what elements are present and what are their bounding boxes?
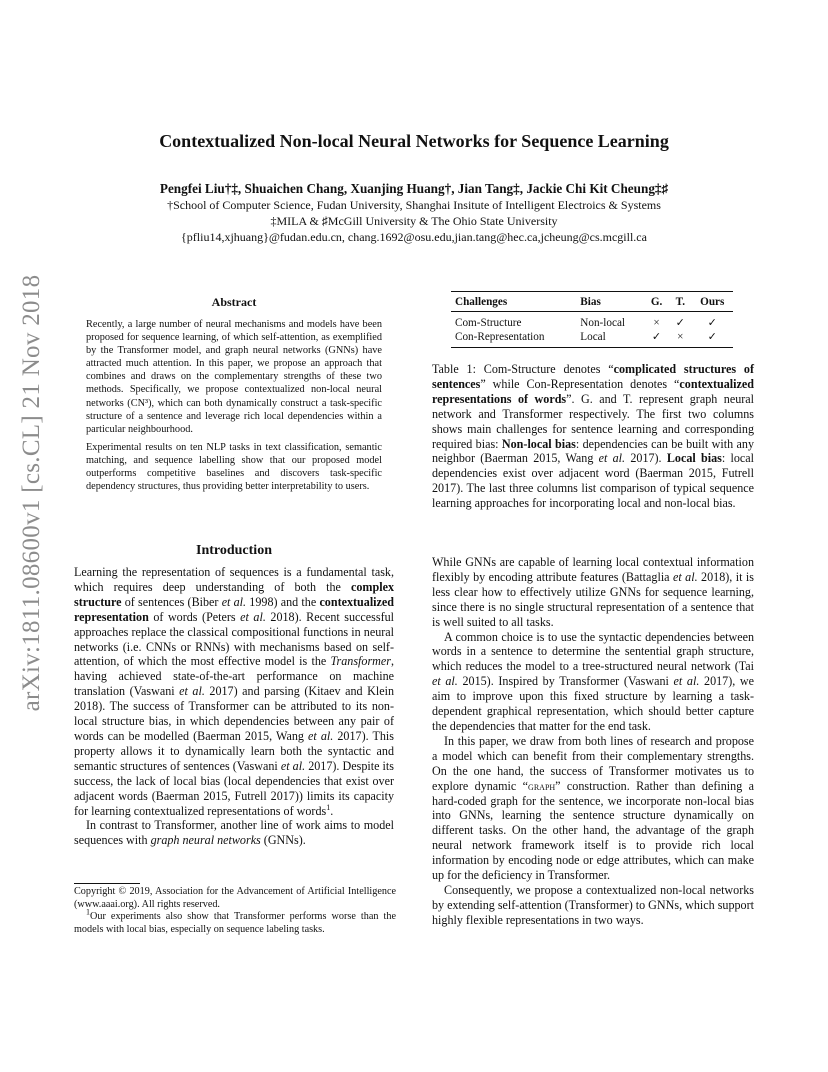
table-cell: ✓ bbox=[675, 317, 685, 329]
author-emails: {pfliu14,xjhuang}@fudan.edu.cn, chang.1692@osu.edu,jian.tang@hec.ca,jcheung@cs.mcgill.ca bbox=[181, 230, 647, 244]
footnote-1: $^1$Our experiments also show that Transformer performs worse than the models with local bias, especially on sequence labeling tasks. bbox=[74, 907, 396, 935]
table-cell: × bbox=[653, 317, 660, 329]
abstract-body bbox=[86, 318, 382, 498]
affiliation-line: †School of Computer Science, Fudan University, Shanghai Insitute of Intelligent Electroics & Systems bbox=[167, 198, 661, 212]
table-header: Challenges bbox=[451, 292, 576, 312]
section-heading-introduction: Introduction bbox=[196, 543, 272, 558]
footnotes bbox=[74, 886, 396, 936]
paragraph: Consequently, we propose a contextualized non-local networks by extending self-attention (Transformer) to GNNs, which support highly flexible representations in two ways. bbox=[432, 882, 754, 927]
paragraph: While GNNs are capable of learning local contextual information flexibly by encoding attribute features (Battaglia et al. 2018), it is less clear how to effectively utilize GNNs for sequence learning, since there is no single structural representation of a sentence that is well suited to all tasks. bbox=[432, 555, 754, 629]
challenges-table bbox=[451, 291, 733, 348]
table-cell: ✓ bbox=[707, 317, 717, 329]
paragraph: In this paper, we draw from both lines of research and propose a model which can benefit from their complementary strengths. On the one hand, the success of Transformer motivates us to explore dynamic “graph” construction. Rather than defining a hard-coded graph for the sentence, we incorporate non-local bias into GNNs, learning the sentence structure dynamically on different tasks. On the other hand, the advantage of the graph neural network framework itself is to provide rich local information by encoding node or edge attributes, which can make up for the deficiency in Transformer. bbox=[432, 733, 754, 883]
arxiv-stamp bbox=[18, 274, 46, 712]
table-cell: Non-local bbox=[580, 317, 626, 329]
table-caption: Table 1: Com-Structure denotes “complicated structures of sentences” while Con-Representation denotes “contextualized representations of words”. G. and T. represent graph neural network and Transformer respectively. The first two columns shows main challenges for sentence learning and corresponding required bias: Non-local bias: dependencies can be built with any neighbor (Baerman 2015, Wang et al. 2017). Local bias: local dependencies exist over adjacent word (Baerman 2015, Futrell 2017). The last three columns list comparison of typical sequence learning approaches for incorporating local and non-local bias. bbox=[432, 362, 755, 511]
footnote-rule bbox=[74, 883, 140, 884]
table-cell: × bbox=[669, 330, 691, 348]
intro-body bbox=[74, 565, 394, 848]
paragraph: Learning the representation of sequences is a fundamental task, which requires deep understanding of both the complex structure of sentences (Biber et al. 1998) and the contextualized representation of words (Peters et al. 2018). Recent successful approaches replace the classical compositional functions in neural networks (i.e. CNNs or RNNs) with mechanisms based on self-attention, of which the most effective model is the Transformer, having achieved state-of-the-art performance on machine translation (Vaswani et al. 2017) and parsing (Kitaev and Klein 2018). The success of Transformer can be attributed to its non-local structure bias, in which dependencies between any pair of words can be modelled (Baerman 2015, Wang et al. 2017). This property allows it to dynamically learn both the syntactic and semantic structures of sentences (Vaswani et al. 2017). Despite its success, the lack of local bias (local dependencies that exist over adjacent words (Baerman 2015, Futrell 2017)) limits its capacity for learning contextualized representations of words$^1$. bbox=[74, 565, 395, 818]
copyright-symbol: © bbox=[118, 886, 127, 897]
table-row bbox=[451, 330, 733, 348]
table-cell: Con-Representation bbox=[451, 330, 576, 348]
paragraph: In contrast to Transformer, another line of work aims to model sequences with graph neural networks (GNNs). bbox=[74, 818, 394, 848]
copyright-notice: Copyright © 2019, Association for the Advancement of Artificial Intelligence (www.aaai.org). All rights reserved. bbox=[74, 886, 396, 910]
table-header-row bbox=[451, 292, 733, 312]
abstract-paragraph: Recently, a large number of neural mechanisms and models have been proposed for sequence learning, of which self-attention, as exemplified by the Transformer model, and graph neural networks (GNNs) have attracted much attention. In this paper, we propose an approach that combines and draws on the complementary strengths of these two methods. Specifically, we propose contextualized non-local neural networks (CN³), which can both dynamically construct a task-specific structure of a sentence and leverage rich local dependencies within a particular neighbourhood. bbox=[86, 319, 382, 435]
table-header: Bias bbox=[576, 292, 644, 312]
affiliation-line: ‡MILA & ♯McGill University & The Ohio State University bbox=[270, 214, 558, 228]
abstract-paragraph: Experimental results on ten NLP tasks in text classification, semantic matching, and sequence labelling show that our proposed model outperforms competitive baselines and discovers task-specific dependency structures, thus providing better interpretability to users. bbox=[86, 441, 382, 493]
table-header: G. bbox=[644, 292, 669, 312]
table-header: T. bbox=[669, 292, 691, 312]
arxiv-id: arXiv:1811.08600v1 [cs.CL] 21 Nov 2018 bbox=[18, 274, 45, 712]
table-cell: ✓ bbox=[644, 330, 669, 348]
paragraph: A common choice is to use the syntactic dependencies between words in a sentence to determine the sentential graph structure, which reduces the model to a tree-structured neural network (Tai et al. 2015). Inspired by Transformer (Vaswani et al. 2017), we aim to improve upon this fixed structure by learning a task-dependent graphical representation, which should better capture the dependencies that matter for the end task. bbox=[432, 629, 755, 733]
table-cell: Local bbox=[576, 330, 644, 348]
table-cell: ✓ bbox=[692, 330, 733, 348]
table-cell: Com-Structure bbox=[455, 317, 522, 329]
table-header: Ours bbox=[692, 292, 733, 312]
table-row bbox=[451, 312, 733, 331]
right-column-body bbox=[432, 555, 754, 928]
footnote-mark: 1 bbox=[326, 802, 331, 812]
author-list: Pengfei Liu†‡, Shuaichen Chang, Xuanjing Huang†, Jian Tang‡, Jackie Chi Kit Cheung‡♯ bbox=[159, 181, 669, 196]
paper-title: Contextualized Non-local Neural Networks for Sequence Learning bbox=[159, 131, 669, 151]
abstract-heading: Abstract bbox=[211, 295, 257, 309]
